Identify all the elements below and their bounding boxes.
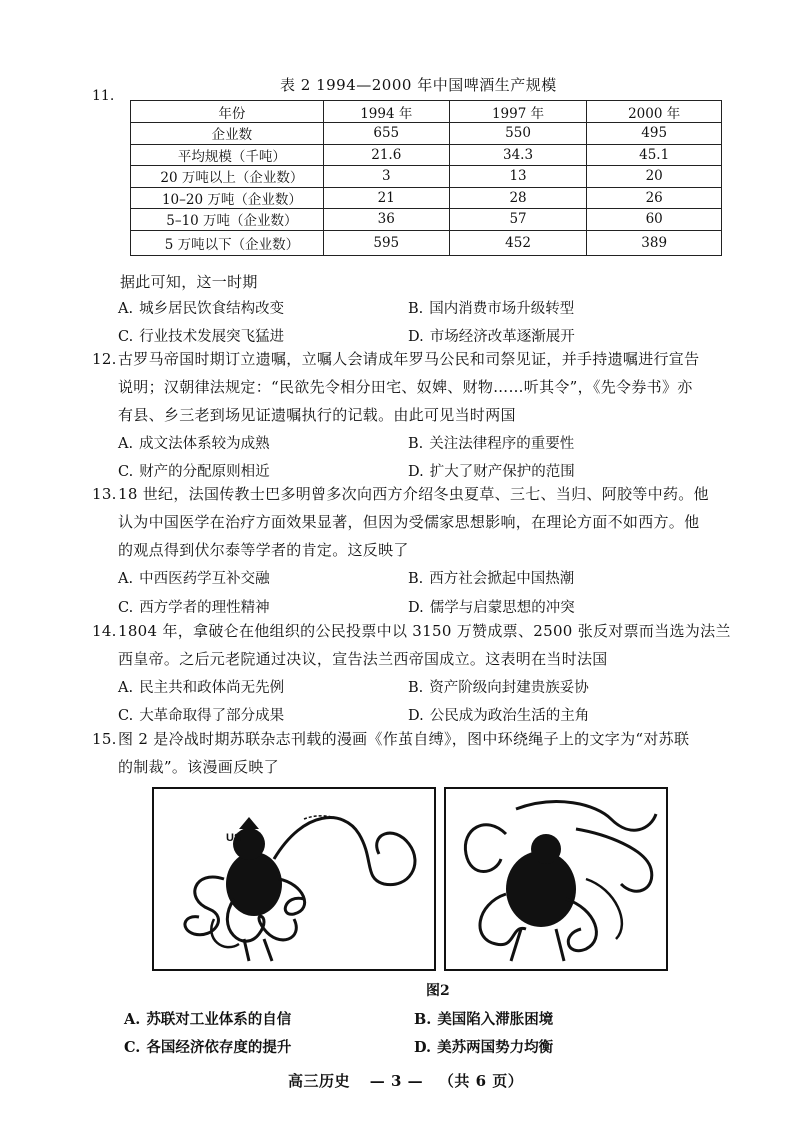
table-cell: 5–10 万吨（企业数） [131,209,324,231]
option-b[interactable]: B. 美国陷入滞胀困境 [414,1011,554,1028]
table-cell: 495 [587,123,722,145]
table-title: 表 2 1994—2000 年中国啤酒生产规模 [280,76,557,94]
question-11-stem: 据此可知，这一时期 [120,273,258,291]
cartoon-panel-left [152,787,436,971]
footer-page-number: — 3 — [369,1072,424,1090]
table-cell: 452 [449,230,587,255]
option-d[interactable]: D. 儒学与启蒙思想的冲突 [408,600,575,616]
table-cell: 28 [449,187,587,209]
option-c[interactable]: C. 各国经济依存度的提升 [124,1039,292,1056]
table-row [131,144,722,166]
cartoon-left-label: US [226,832,242,844]
table-cell: 60 [587,209,722,231]
table-cell: 10–20 万吨（企业数） [131,187,324,209]
option-b[interactable]: B. 关注法律程序的重要性 [408,436,575,452]
option-c[interactable]: C. 行业技术发展突飞猛进 [118,329,285,345]
option-a-text: 城乡居民饮食结构改变 [139,301,285,317]
page-footer [288,1070,523,1091]
option-d[interactable]: D. 公民成为政治生活的主角 [408,708,590,724]
figure-caption: 图2 [426,983,450,999]
table-cell: 389 [587,230,722,255]
table-row [131,230,722,255]
table-cell: 21 [323,187,449,209]
option-d[interactable]: D. 市场经济改革逐渐展开 [408,329,575,345]
table-cell: 595 [323,230,449,255]
option-a[interactable]: A. 城乡居民饮食结构改变 [118,301,285,317]
cartoon-left-drawing [154,789,434,969]
cartoon-right-drawing [446,789,666,969]
option-d[interactable]: D. 扩大了财产保护的范围 [408,464,575,480]
option-a-text: 苏联对工业体系的自信 [146,1011,292,1028]
option-c[interactable]: C. 大革命取得了部分成果 [118,708,285,724]
option-c-text: 行业技术发展突飞猛进 [139,329,285,345]
option-d-text: 美苏两国势力均衡 [437,1039,554,1056]
question-13-line: 的观点得到伏尔泰等学者的肯定。这反映了 [118,541,409,559]
option-b-text: 资产阶级向封建贵族妥协 [429,680,589,696]
option-a[interactable]: A. 民主共和政体尚无先例 [118,680,285,696]
cartoon-panel-right [444,787,668,971]
table-cell: 550 [449,123,587,145]
question-12-line: 说明；汉朝律法规定：“民欲先令相分田宅、奴婢、财物……听其令”，《先令券书》亦 [118,378,693,396]
table-header-cell: 年份 [131,101,324,123]
table-cell: 20 万吨以上（企业数） [131,166,324,188]
option-b-text: 国内消费市场升级转型 [429,301,575,317]
option-c-text: 各国经济依存度的提升 [146,1039,292,1056]
table-cell: 21.6 [323,144,449,166]
table-cell: 20 [587,166,722,188]
option-c-text: 财产的分配原则相近 [139,464,270,480]
option-b-text: 关注法律程序的重要性 [429,436,575,452]
table-cell: 3 [323,166,449,188]
question-12-line: 古罗马帝国时期订立遗嘱，立嘱人会请成年罗马公民和司祭见证，并手持遗嘱进行宣告 [118,350,700,368]
table-cell: 34.3 [449,144,587,166]
option-a[interactable]: A. 成文法体系较为成熟 [118,436,270,452]
option-d[interactable]: D. 美苏两国势力均衡 [414,1039,554,1056]
option-b-text: 美国陷入滞胀困境 [437,1011,554,1028]
option-a-text: 中西医药学互补交融 [139,571,270,587]
question-12-line: 有县、乡三老到场见证遗嘱执行的记载。由此可见当时两国 [118,406,516,424]
option-a-text: 民主共和政体尚无先例 [139,680,285,696]
question-13-line: 认为中国医学在治疗方面效果显著，但因为受儒家思想影响，在理论方面不如西方。他 [118,513,700,531]
question-11-number: 11. [92,88,115,104]
question-15-line: 图 2 是冷战时期苏联杂志刊载的漫画《作茧自缚》，图中环绕绳子上的文字为“对苏联 [118,730,690,748]
table-header-cell: 1994 年 [323,101,449,123]
option-b[interactable]: B. 西方社会掀起中国热潮 [408,571,575,587]
option-a[interactable]: A. 中西医药学互补交融 [118,571,270,587]
footer-total-pages: （共 6 页） [438,1072,524,1090]
option-d-text: 儒学与启蒙思想的冲突 [429,600,575,616]
option-b[interactable]: B. 国内消费市场升级转型 [408,301,575,317]
table-cell: 企业数 [131,123,324,145]
option-a-text: 成文法体系较为成熟 [139,436,270,452]
question-14-number: 14. [92,622,117,640]
table-header-row [131,101,722,123]
question-13-line: 18 世纪，法国传教士巴多明曾多次向西方介绍冬虫夏草、三七、当归、阿胶等中药。他 [118,485,709,503]
table-row [131,187,722,209]
table-header-cell: 2000 年 [587,101,722,123]
question-15-number: 15. [92,730,117,748]
question-13-number: 13. [92,485,117,503]
option-d-text: 公民成为政治生活的主角 [429,708,590,724]
option-c-text: 大革命取得了部分成果 [139,708,285,724]
table-cell: 13 [449,166,587,188]
question-15-line: 的制裁”。该漫画反映了 [118,758,279,776]
table-cell: 655 [323,123,449,145]
option-c[interactable]: C. 西方学者的理性精神 [118,600,270,616]
option-d-text: 扩大了财产保护的范围 [429,464,575,480]
table-cell: 平均规模（千吨） [131,144,324,166]
question-14-line: 1804 年，拿破仑在他组织的公民投票中以 3150 万赞成票、2500 张反对票而当选为法兰 [118,622,731,640]
option-d-text: 市场经济改革逐渐展开 [429,329,575,345]
option-c-text: 西方学者的理性精神 [139,600,270,616]
beer-production-table [130,100,722,256]
table-row [131,209,722,231]
table-row [131,166,722,188]
option-b[interactable]: B. 资产阶级向封建贵族妥协 [408,680,589,696]
table-cell: 45.1 [587,144,722,166]
option-c[interactable]: C. 财产的分配原则相近 [118,464,270,480]
question-12-number: 12. [92,350,117,368]
option-b-text: 西方社会掀起中国热潮 [429,571,575,587]
table-cell: 26 [587,187,722,209]
table-header-cell: 1997 年 [449,101,587,123]
footer-subject: 高三历史 [288,1072,351,1090]
table-cell: 36 [323,209,449,231]
table-row [131,123,722,145]
table-cell: 57 [449,209,587,231]
table-cell: 5 万吨以下（企业数） [131,230,324,255]
question-14-line: 西皇帝。之后元老院通过决议，宣告法兰西帝国成立。这表明在当时法国 [118,650,608,668]
option-a[interactable]: A. 苏联对工业体系的自信 [124,1011,292,1028]
